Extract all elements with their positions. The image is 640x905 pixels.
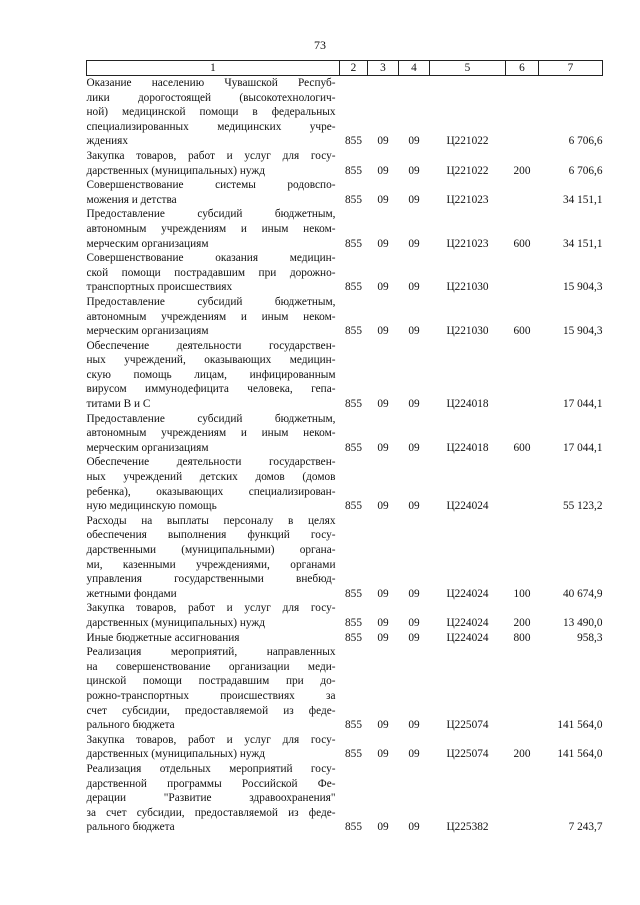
subsection-code: 09 [408, 821, 420, 834]
section-code: 09 [377, 821, 389, 834]
row-name-line: ных учреждений, оказывающих медицин- [86, 354, 336, 367]
target-article-code: Ц224018 [446, 441, 489, 454]
admin-code: 855 [345, 135, 362, 148]
subsection-code: 09 [408, 325, 420, 338]
row-name-line: Совершенствование оказания медицин- [86, 252, 336, 265]
subsection-code: 09 [408, 616, 420, 629]
section-code: 09 [377, 398, 389, 411]
expense-type-code [506, 762, 539, 835]
row-name [87, 733, 340, 762]
budget-row [87, 514, 603, 602]
section-code: 09 [377, 616, 389, 629]
row-name [87, 76, 340, 149]
column-number: 7 [539, 61, 603, 76]
column-number: 5 [430, 61, 506, 76]
row-name-line: Закупка товаров, работ и услуг для госу- [86, 602, 336, 615]
target-article-code: Ц225074 [446, 719, 489, 732]
row-name [87, 601, 340, 630]
row-name-line: цинской помощи пострадавшим при до- [86, 675, 336, 688]
budget-row [87, 149, 603, 178]
admin-code: 855 [345, 193, 362, 206]
expense-type-code: 600 [513, 325, 531, 338]
section-code: 09 [377, 631, 389, 644]
row-name-line: автономным учреждениям и иным неком- [86, 310, 336, 323]
admin-code: 855 [345, 616, 362, 629]
row-name [87, 412, 340, 456]
row-name-line: дерации "Развитие здравоохранения" [86, 792, 336, 805]
row-name-line: счет субсидии, предоставляемой из феде- [86, 704, 336, 717]
budget-row [87, 645, 603, 733]
row-name-line: Закупка товаров, работ и услуг для госу- [86, 733, 336, 746]
admin-code: 855 [345, 500, 362, 513]
subsection-code: 09 [408, 193, 420, 206]
expense-type-code: 200 [513, 748, 531, 761]
target-article-code: Ц224024 [446, 500, 489, 513]
admin-code: 855 [345, 398, 362, 411]
row-name-line: транспортных происшествиях [86, 281, 233, 294]
budget-row [87, 412, 603, 456]
budget-row [87, 251, 603, 295]
amount-value: 40 674,9 [562, 587, 603, 600]
section-code: 09 [377, 587, 389, 600]
section-code: 09 [377, 325, 389, 338]
row-name-line: на совершенствование организации меди- [86, 660, 336, 673]
subsection-code: 09 [408, 441, 420, 454]
amount-value: 7 243,7 [568, 821, 603, 834]
row-name-line: Реализация мероприятий, направленных [86, 646, 336, 659]
row-name-line: рального бюджета [86, 821, 175, 834]
admin-code: 855 [345, 281, 362, 294]
expense-type-code [506, 339, 539, 412]
amount-value: 55 123,2 [562, 500, 603, 513]
row-name-line: Предоставление субсидий бюджетным, [86, 412, 336, 425]
row-name-line: мерческим организациям [86, 441, 209, 454]
admin-code: 855 [345, 631, 362, 644]
expense-type-code: 100 [513, 587, 531, 600]
admin-code: 855 [345, 719, 362, 732]
row-name-line: Предоставление субсидий бюджетным, [86, 295, 336, 308]
row-name-line: можения и детства [86, 193, 177, 206]
row-name-line: обеспечения выполнения функций госу- [86, 529, 336, 542]
row-name-line: Обеспечение деятельности государствен- [86, 456, 336, 469]
subsection-code: 09 [408, 164, 420, 177]
row-name-line: титами В и С [86, 398, 151, 411]
row-name-line: дарственных (муниципальных) нужд [86, 616, 265, 629]
amount-value: 15 904,3 [562, 325, 603, 338]
row-name-line: дарственной программы Российской Фе- [86, 777, 336, 790]
row-name-line: лики дорогостоящей (высокотехнологич- [86, 91, 336, 104]
admin-code: 855 [345, 441, 362, 454]
expense-type-code: 600 [513, 237, 531, 250]
admin-code: 855 [345, 325, 362, 338]
row-name-line: ребенка), оказывающих специализирован- [86, 485, 336, 498]
subsection-code: 09 [408, 281, 420, 294]
row-name [87, 455, 340, 513]
amount-value: 34 151,1 [562, 193, 603, 206]
row-name-line: управления государственными внебюд- [86, 573, 336, 586]
target-article-code: Ц224024 [446, 616, 489, 629]
amount-value: 141 564,0 [557, 719, 603, 732]
expense-type-code: 600 [513, 441, 531, 454]
target-article-code: Ц224018 [446, 398, 489, 411]
row-name-line: ных учреждений детских домов (домов [86, 471, 336, 484]
amount-value: 6 706,6 [568, 135, 603, 148]
row-name [87, 251, 340, 295]
amount-value: 6 706,6 [568, 164, 603, 177]
section-code: 09 [377, 748, 389, 761]
row-name-line: Обеспечение деятельности государствен- [86, 339, 336, 352]
section-code: 09 [377, 237, 389, 250]
row-name-line: специализированных медицинских учре- [86, 120, 336, 133]
amount-value: 141 564,0 [557, 748, 603, 761]
amount-value: 15 904,3 [562, 281, 603, 294]
amount-value: 13 490,0 [562, 616, 603, 629]
expense-type-code [506, 251, 539, 295]
page-number: 73 [314, 38, 326, 52]
row-name-line: Предоставление субсидий бюджетным, [86, 208, 336, 221]
budget-row [87, 178, 603, 207]
expense-type-code [506, 76, 539, 149]
row-name-line: скую помощь лицам, инфицированным [86, 368, 336, 381]
row-name-line: Иные бюджетные ассигнования [86, 631, 240, 644]
row-name-line: за счет субсидии, предоставляемой из феде- [86, 806, 336, 819]
subsection-code: 09 [408, 500, 420, 513]
row-name-line: Расходы на выплаты персоналу в целях [86, 514, 336, 527]
target-article-code: Ц225074 [446, 748, 489, 761]
target-article-code: Ц221022 [446, 164, 489, 177]
row-name-line: ной) медицинской помощи в федеральных [86, 106, 336, 119]
subsection-code: 09 [408, 719, 420, 732]
subsection-code: 09 [408, 237, 420, 250]
target-article-code: Ц221030 [446, 325, 489, 338]
row-name-line: рожно-транспортных происшествиях за [86, 689, 336, 702]
row-name [87, 514, 340, 602]
admin-code: 855 [345, 821, 362, 834]
row-name-line: мерческим организациям [86, 237, 209, 250]
column-number: 2 [340, 61, 368, 76]
target-article-code: Ц224024 [446, 587, 489, 600]
target-article-code: Ц221030 [446, 281, 489, 294]
budget-row [87, 339, 603, 412]
row-name [87, 295, 340, 339]
row-name [87, 645, 340, 733]
row-name-line: жетными фондами [86, 587, 177, 600]
row-name-line: мерческим организациям [86, 325, 209, 338]
row-name [87, 149, 340, 178]
row-name-line: автономным учреждениям и иным неком- [86, 427, 336, 440]
admin-code: 855 [345, 164, 362, 177]
row-name-line: Закупка товаров, работ и услуг для госу- [86, 149, 336, 162]
column-number: 3 [368, 61, 399, 76]
row-name-line: ми, казенными учреждениями, органами [86, 558, 336, 571]
admin-code: 855 [345, 587, 362, 600]
row-name-line: вирусом иммунодефицита человека, гепа- [86, 383, 336, 396]
column-number-header [87, 61, 603, 76]
row-name [87, 339, 340, 412]
budget-row [87, 455, 603, 513]
budget-row [87, 762, 603, 835]
budget-table [86, 60, 603, 835]
amount-value: 17 044,1 [562, 441, 603, 454]
column-number: 4 [399, 61, 430, 76]
budget-row [87, 733, 603, 762]
section-code: 09 [377, 164, 389, 177]
row-name [87, 631, 340, 646]
expense-type-code: 200 [513, 616, 531, 629]
target-article-code: Ц221022 [446, 135, 489, 148]
row-name-line: рального бюджета [86, 719, 175, 732]
row-name-line: ную медицинскую помощь [86, 500, 217, 513]
row-name [87, 207, 340, 251]
row-name-line: дарственными (муниципальными) органа- [86, 544, 336, 556]
section-code: 09 [377, 193, 389, 206]
budget-row [87, 76, 603, 149]
expense-type-code [506, 645, 539, 733]
target-article-code: Ц225382 [446, 821, 489, 834]
subsection-code: 09 [408, 748, 420, 761]
budget-row [87, 207, 603, 251]
budget-row [87, 295, 603, 339]
row-name-line: автономным учреждениям и иным неком- [86, 222, 336, 235]
row-name-line: ждениях [86, 135, 129, 148]
row-name-line: Реализация отдельных мероприятий госу- [86, 762, 336, 775]
section-code: 09 [377, 281, 389, 294]
section-code: 09 [377, 441, 389, 454]
budget-row [87, 631, 603, 646]
target-article-code: Ц224024 [446, 631, 489, 644]
amount-value: 958,3 [577, 631, 603, 644]
subsection-code: 09 [408, 135, 420, 148]
expense-type-code: 800 [513, 631, 531, 644]
expense-type-code [506, 178, 539, 207]
subsection-code: 09 [408, 398, 420, 411]
target-article-code: Ц221023 [446, 193, 489, 206]
row-name-line: Оказание населению Чувашской Респуб- [86, 77, 336, 89]
amount-value: 17 044,1 [562, 398, 603, 411]
row-name-line: ской помощи пострадавшим при дорожно- [86, 266, 336, 279]
expense-type-code: 200 [513, 164, 531, 177]
budget-row [87, 601, 603, 630]
expense-type-code [506, 455, 539, 513]
column-number: 1 [87, 61, 340, 76]
target-article-code: Ц221023 [446, 237, 489, 250]
section-code: 09 [377, 135, 389, 148]
admin-code: 855 [345, 748, 362, 761]
row-name-line: дарственных (муниципальных) нужд [86, 748, 265, 761]
section-code: 09 [377, 719, 389, 732]
amount-value: 34 151,1 [562, 237, 603, 250]
column-number: 6 [506, 61, 539, 76]
row-name [87, 178, 340, 207]
admin-code: 855 [345, 237, 362, 250]
section-code: 09 [377, 500, 389, 513]
subsection-code: 09 [408, 631, 420, 644]
row-name [87, 762, 340, 835]
row-name-line: Совершенствование системы родовспо- [86, 179, 336, 192]
row-name-line: дарственных (муниципальных) нужд [86, 164, 265, 177]
subsection-code: 09 [408, 587, 420, 600]
